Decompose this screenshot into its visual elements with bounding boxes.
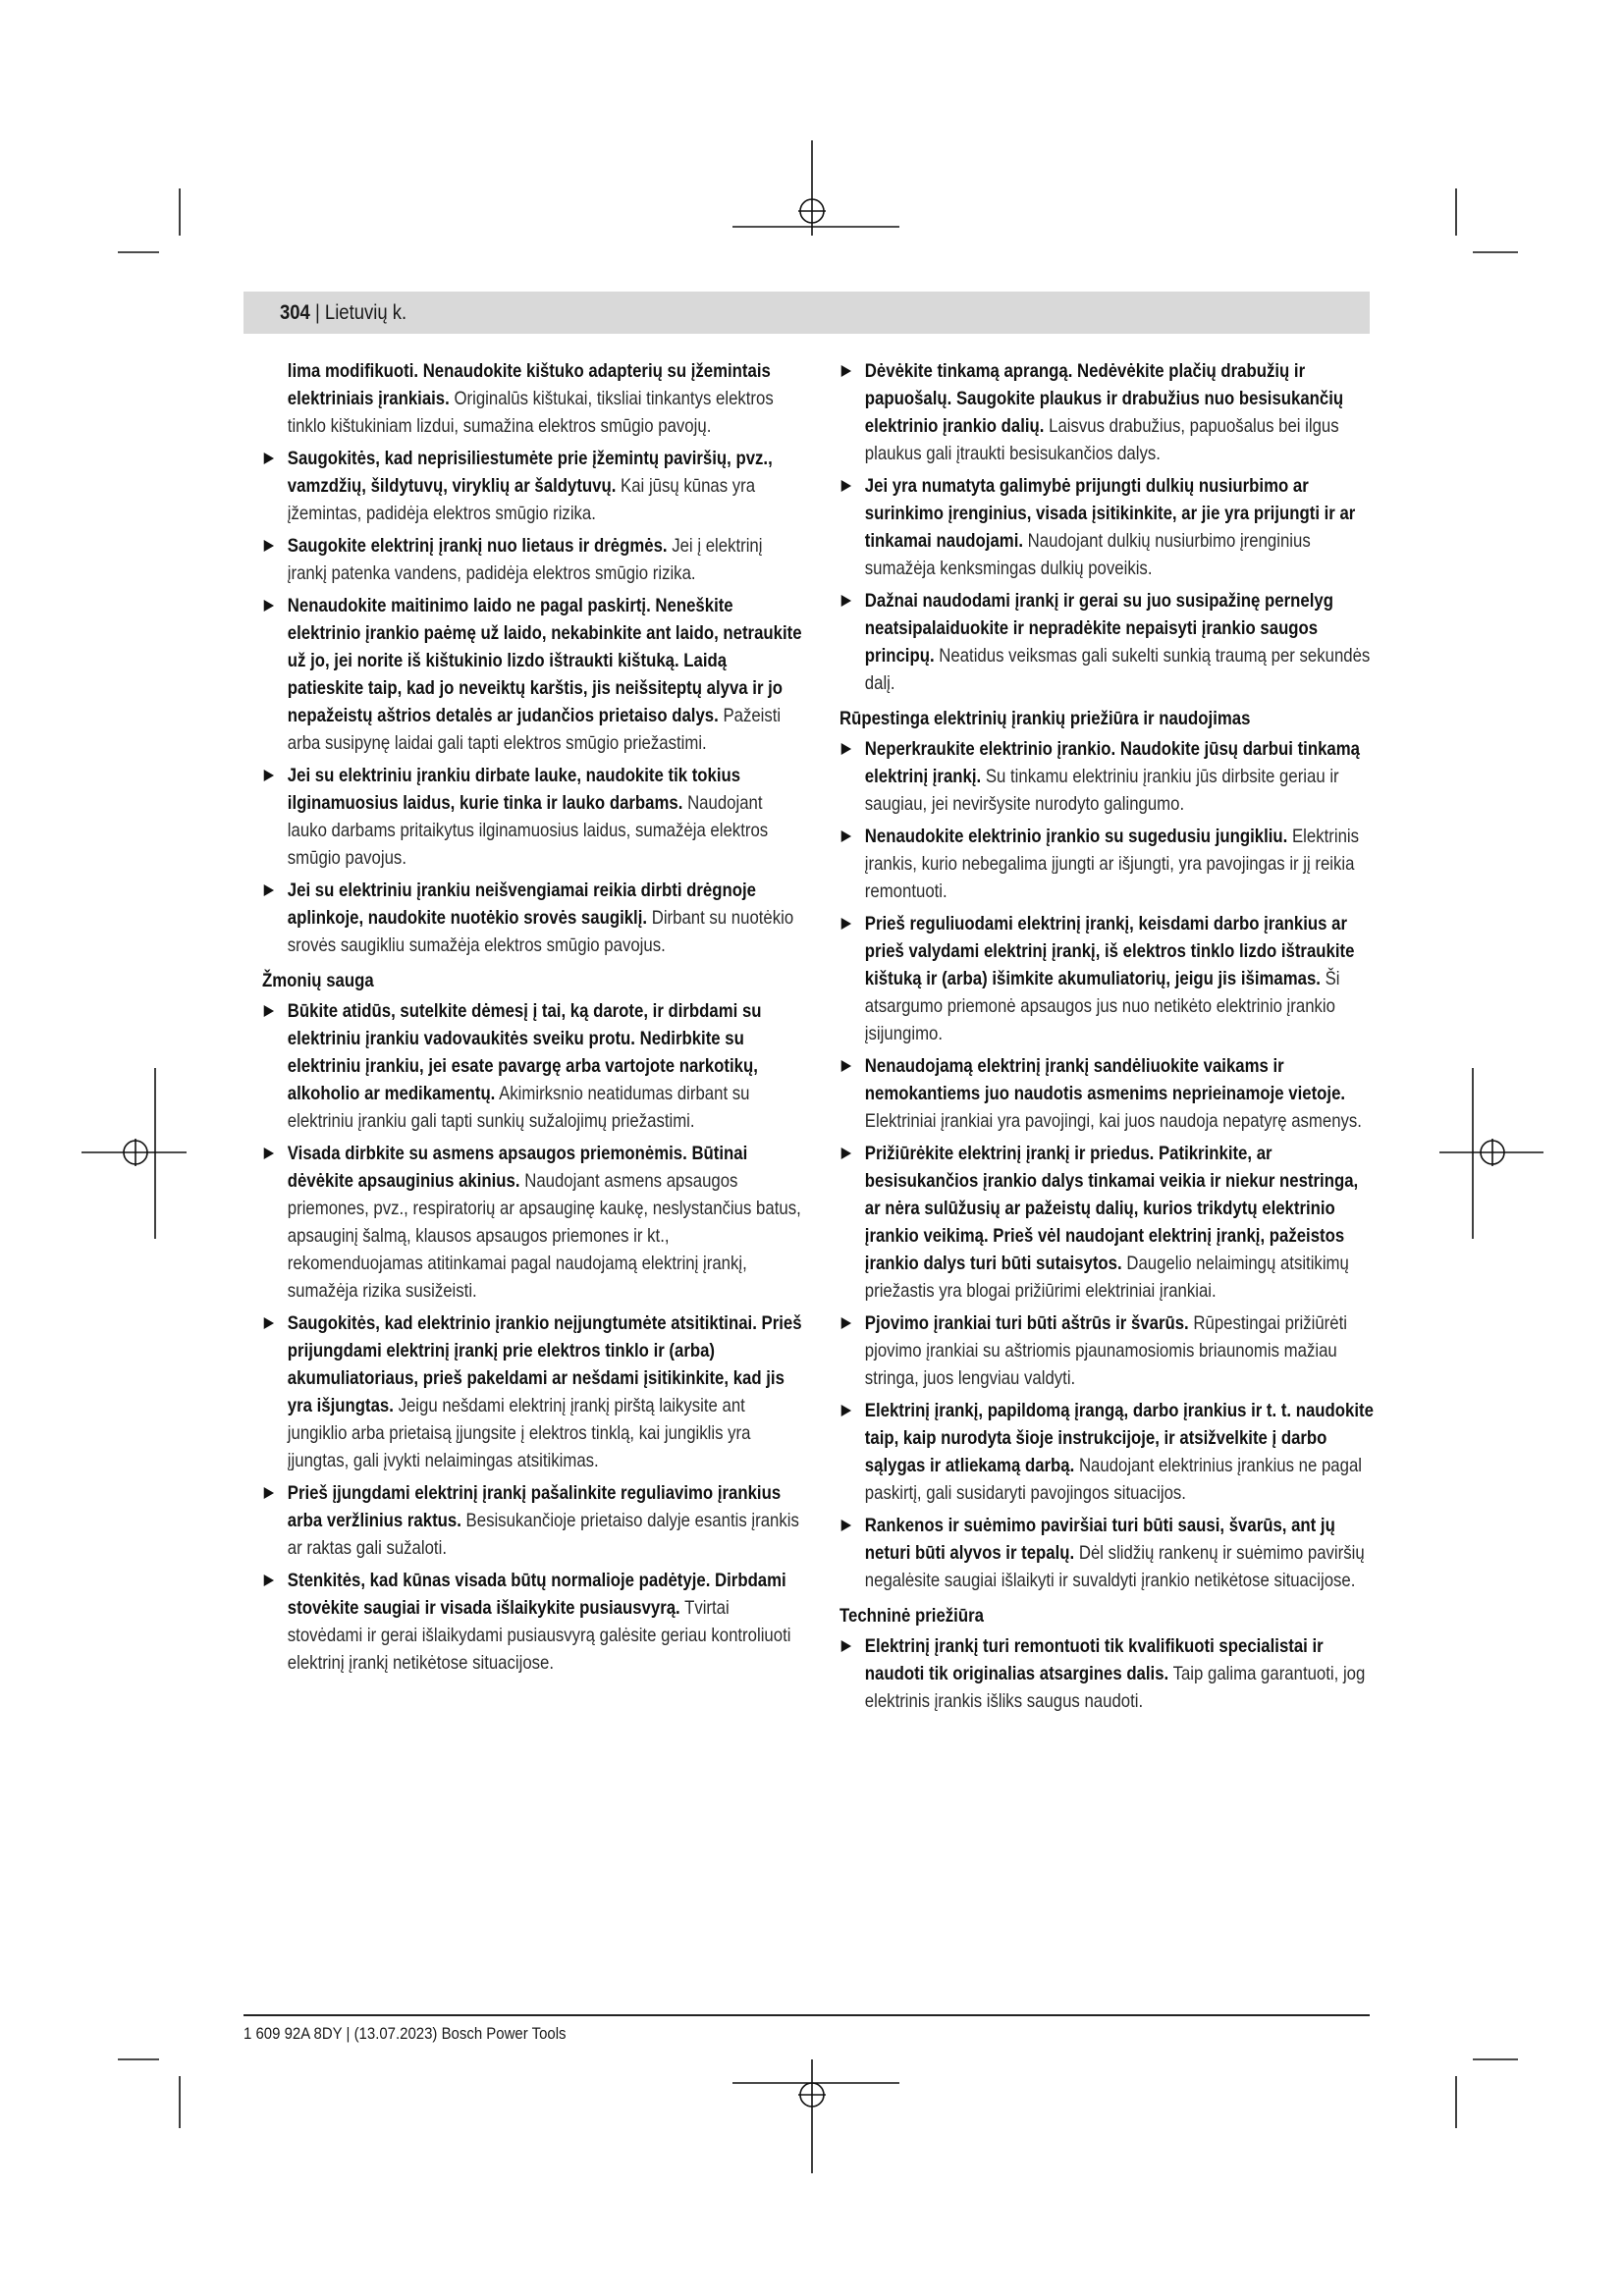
safety-item [839,1632,1377,1715]
item-emphasis: Dažnai naudodami įrankį ir gerai su juo susipažinę pernelyg neatsipalaiduokite ir nepradėkite nepaisyti įrankio saugos principų. [864,590,1333,667]
bullet-arrow-icon [841,365,851,377]
footer-divider [244,2014,1370,2016]
item-explanation: Dirbant su nuotėkio srovės saugikliu sumažėja elektros smūgio pavojus. [287,907,794,956]
bullet-arrow-icon [264,1005,274,1017]
bullet-arrow-icon [264,1487,274,1499]
item-emphasis: Nenaudokite maitinimo laido ne pagal paskirtį. Neneškite elektrinio įrankio paėmę už laido, nekabinkite ant laido, netraukite už jo, jei norite iš kištukinio lizdo ištraukti kištuką. Laidą patieskite taip, kad jo neveiktų karštis, jis neišsiteptų alyva ir jo nepažeistų aštrios detalės ar judančios prietaiso dalys. [287,595,802,726]
item-emphasis: Elektrinį įrankį, papildomą įrangą, darbo įrankius ir t. t. naudokite taip, kaip nurodyta šioje instrukcijoje, ir atsižvelkite į darbo sąlygas ir atliekamą darbą. [864,1400,1374,1476]
item-explanation: Ši atsargumo priemonė apsaugos jus nuo netikėto elektrinio įrankio įsijungimo. [864,968,1340,1044]
item-emphasis: Saugokite elektrinį įrankį nuo lietaus ir drėgmės. [287,535,668,557]
item-explanation: Pažeisti arba susipynę laidai gali tapti elektros smūgio priežastimi. [287,705,782,754]
section-heading: Rūpestinga elektrinių įrankių priežiūra ir naudojimas [839,708,1251,729]
bullet-arrow-icon [841,595,851,607]
item-emphasis: Jei su elektriniu įrankiu neišvengiamai reikia dirbti drėgnoje aplinkoje, naudokite nuotėkio srovės saugiklį. [287,880,756,929]
item-explanation: Naudojant dulkių nusiurbimo įrenginius sumažėja kenksmingas dulkių poveikis. [864,530,1311,579]
bullet-arrow-icon [841,1405,851,1416]
item-emphasis: Pjovimo įrankiai turi būti aštrūs ir švarūs. [864,1312,1189,1334]
bullet-arrow-icon [841,1060,851,1072]
safety-item [262,762,803,872]
safety-item [839,1397,1377,1507]
section-heading: Žmonių sauga [262,970,374,991]
item-emphasis: Dėvėkite tinkamą aprangą. Nedėvėkite plačių drabužių ir papuošalų. Saugokite plaukus ir drabužius nuo besisukančių elektrinio įrankio dalių. [864,360,1344,437]
bullet-arrow-icon [841,1317,851,1329]
safety-item [839,472,1377,582]
item-emphasis: Jei su elektriniu įrankiu dirbate lauke, naudokite tik tokius ilginamuosius laidus, kurie tinka ir lauko darbams. [287,765,741,814]
bullet-arrow-icon [264,884,274,896]
item-explanation: Elektriniai įrankiai yra pavojingi, kai juos naudoja nepatyrę asmenys. [864,1110,1362,1132]
item-emphasis: Prižiūrėkite elektrinį įrankį ir priedus. Patikrinkite, ar besisukančios įrankio dalys tinkamai veikia ir niekur nestringa, ar nėra sulūžusių ar pažeistų dalių, kurios trikdytų elektrinio įrankio veikimą. Prieš vėl naudojant elektrinį įrankį, pažeistos įrankio dalys turi būti sutaisytos. [864,1143,1359,1274]
item-explanation: Kai jūsų kūnas yra įžemintas, padidėja elektros smūgio rizika. [287,475,756,524]
item-emphasis: Elektrinį įrankį turi remontuoti tik kvalifikuoti specialistai ir naudoti tik originalias atsargines dalis. [864,1635,1324,1684]
item-explanation: Jeigu nešdami elektrinį įrankį pirštą laikysite ant jungiklio arba prietaisą įjungsite į elektros tinklą, kai jungiklis yra įjungtas, gali įvykti nelaimingas atsitikimas. [287,1395,751,1471]
safety-item [262,1309,803,1474]
item-explanation: Akimirksnio neatidumas dirbant su elektriniu įrankiu gali tapti sunkių sužalojimų priežastimi. [287,1083,750,1132]
item-explanation: Naudojant elektrinius įrankius ne pagal paskirtį, gali susidaryti pavojingos situacijos. [864,1455,1363,1504]
item-explanation: Tvirtai stovėdami ir gerai išlaikydami pusiausvyrą galėsite geriau kontroliuoti elektrinį įrankį netikėtose situacijose. [287,1597,791,1674]
right-column [839,357,1377,1720]
bullet-arrow-icon [841,1148,851,1159]
bullet-arrow-icon [264,1148,274,1159]
bullet-arrow-icon [841,830,851,842]
bullet-arrow-icon [264,540,274,552]
bullet-arrow-icon [841,1640,851,1652]
safety-item [839,1512,1377,1594]
item-emphasis: Nenaudokite elektrinio įrankio su sugedusiu jungikliu. [864,826,1288,847]
safety-item [262,1479,803,1562]
safety-item [839,1140,1377,1305]
bullet-arrow-icon [841,743,851,755]
item-emphasis: Saugokitės, kad neprisiliestumėte prie įžemintų paviršių, pvz., vamzdžių, šildytuvų, viryklių ar šaldytuvų. [287,448,773,497]
registration-mark-icon [81,1068,187,1239]
item-emphasis: Jei yra numatyta galimybė prijungti dulkių nusiurbimo ar surinkimo įrenginius, visada įsitikinkite, ar jie yra prijungti ir ar tinkamai naudojami. [864,475,1356,552]
bullet-arrow-icon [264,600,274,612]
safety-item [839,823,1377,905]
item-explanation: Besisukančioje prietaiso dalyje esantis įrankis ar raktas gali sužaloti. [287,1510,799,1559]
safety-item [262,1140,803,1305]
registration-mark-icon [732,140,899,236]
safety-item [839,587,1377,697]
bullet-arrow-icon [264,770,274,781]
bullet-arrow-icon [264,453,274,464]
item-explanation: Laisvus drabužius, papuošalus bei ilgus plaukus gali įtraukti besisukančios dalys. [864,415,1339,464]
safety-item [839,1309,1377,1392]
safety-item [262,445,803,527]
intro-paragraph [262,357,803,440]
item-emphasis: Neperkraukite elektrinio įrankio. Naudokite jūsų darbui tinkamą elektrinį įrankį. [864,738,1360,787]
item-emphasis: lima modifikuoti. Nenaudokite kištuko adapterių su įžemintais elektriniais įrankiais. [287,360,771,409]
safety-item [262,877,803,959]
item-explanation: Dėl slidžių rankenų ir suėmimo paviršių negalėsite saugiai išlaikyti ir suvaldyti įrankio netikėtose situacijose. [864,1542,1365,1591]
item-explanation: Naudojant lauko darbams pritaikytus ilginamuosius laidus, sumažėja elektros smūgio pavojus. [287,792,769,869]
page-footer: 1 609 92A 8DY | (13.07.2023) Bosch Power Tools [244,2024,567,2043]
safety-item [839,357,1377,467]
item-explanation: Neatidus veiksmas gali sukelti sunkią traumą per sekundės dalį. [864,645,1371,694]
registration-mark-icon [732,2059,899,2173]
section-heading: Techninė priežiūra [839,1605,984,1627]
item-emphasis: Visada dirbkite su asmens apsaugos priemonėmis. Būtinai dėvėkite apsauginius akinius. [287,1143,748,1192]
item-explanation: Daugelio nelaimingų atsitikimų priežastis yra blogai prižiūrimi elektriniai įrankiai. [864,1253,1349,1302]
registration-mark-icon [1439,1068,1543,1239]
item-emphasis: Prieš reguliuodami elektrinį įrankį, keisdami darbo įrankius ar prieš valydami elektrinį įrankį, iš elektros tinklo lizdo ištraukite kištuką ir (arba) išimkite akumuliatorių, jeigu jis išimamas. [864,913,1355,989]
item-emphasis: Rankenos ir suėmimo paviršiai turi būti sausi, švarūs, ant jų neturi būti alyvos ir tepalų. [864,1515,1335,1564]
item-emphasis: Nenaudojamą elektrinį įrankį sandėliuokite vaikams ir nemokantiems juo naudotis asmenims neprieinamoje vietoje. [864,1055,1346,1104]
item-emphasis: Stenkitės, kad kūnas visada būtų normalioje padėtyje. Dirbdami stovėkite saugiai ir visada išlaikykite pusiausvyrą. [287,1570,786,1619]
bullet-arrow-icon [841,918,851,930]
item-explanation: Jei į elektrinį įrankį patenka vandens, padidėja elektros smūgio rizika. [287,535,763,584]
safety-item [839,735,1377,818]
item-emphasis: Būkite atidūs, sutelkite dėmesį į tai, ką darote, ir dirbdami su elektriniu įrankiu vadovaukitės sveiku protu. Nedirbkite su elektriniu įrankiu, jei esate pavargę arba vartojote narkotikų, alkoholio ar medikamentų. [287,1000,762,1104]
page-number: 304 [280,301,310,324]
item-explanation: Taip galima garantuoti, jog elektrinis įrankis išliks saugus naudoti. [864,1663,1366,1712]
bullet-arrow-icon [841,480,851,492]
header-text [280,292,406,334]
item-emphasis: Saugokitės, kad elektrinio įrankio neįjungtumėte atsitiktinai. Prieš prijungdami elektrinį įrankį prie elektros tinklo ir (arba) akumuliatoriaus, prieš pakeldami ar nešdami įsitikinkite, kad jis yra išjungtas. [287,1312,802,1416]
left-column [262,357,803,1682]
item-explanation: Su tinkamu elektriniu įrankiu jūs dirbsite geriau ir saugiau, jei neviršysite nurodyto galingumo. [864,766,1339,815]
safety-item [262,997,803,1135]
safety-item [839,910,1377,1047]
item-explanation: Originalūs kištukai, tiksliai tinkantys elektros tinklo kištukiniam lizdui, sumažina elektros smūgio pavojų. [287,388,774,437]
bullet-arrow-icon [264,1575,274,1586]
item-explanation: Naudojant asmens apsaugos priemones, pvz., respiratorių ar apsauginę kaukę, neslystančius batus, apsauginį šalmą, klausos apsaugos priemones ir kt., rekomenduojamas atitinkamai pagal naudojamą elektrinį įrankį, sumažėja rizika susižeisti. [287,1170,801,1302]
safety-item [262,1567,803,1677]
item-emphasis: Prieš įjungdami elektrinį įrankį pašalinkite reguliavimo įrankius arba veržlinius raktus. [287,1482,782,1531]
bullet-arrow-icon [841,1520,851,1531]
page-header [244,292,1370,334]
section-label: | Lietuvių k. [314,301,407,324]
safety-item [262,592,803,757]
item-explanation: Rūpestingai prižiūrėti pjovimo įrankiai su aštriomis pjaunamosiomis briaunomis mažiau stringa, juos lengviau valdyti. [864,1312,1347,1389]
safety-item [262,532,803,587]
bullet-arrow-icon [264,1317,274,1329]
safety-item [839,1052,1377,1135]
item-explanation: Elektrinis įrankis, kurio nebegalima įjungti ar išjungti, yra pavojingas ir jį reikia remontuoti. [864,826,1360,902]
